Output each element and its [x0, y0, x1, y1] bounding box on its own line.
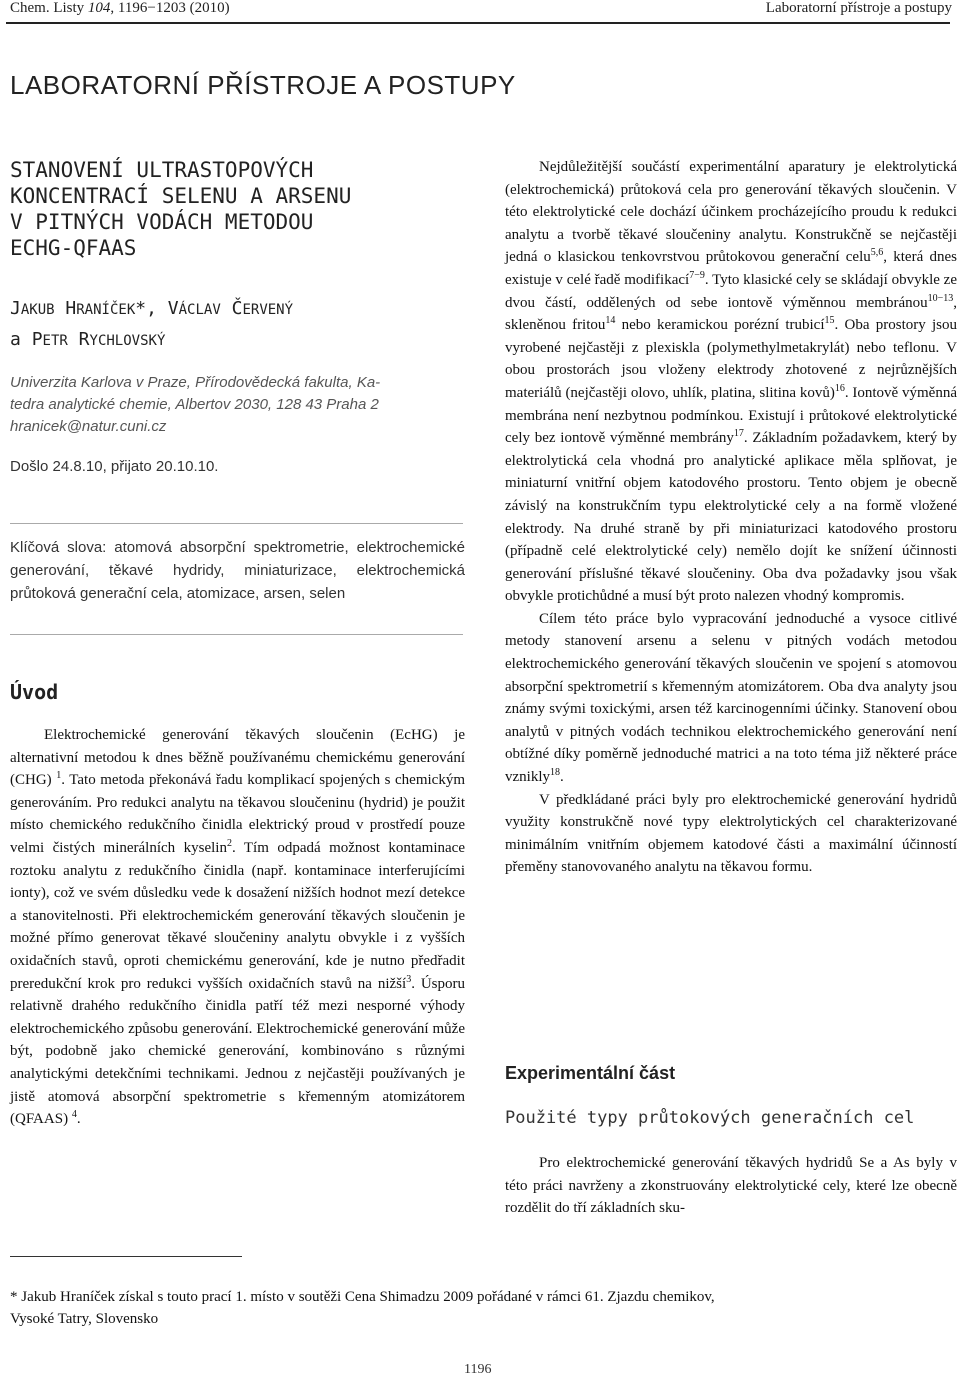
subsection-heading: Použité typy průtokových generačních cel [505, 1108, 915, 1128]
paragraph: Pro elektrochemické generování těkavých hydridů Se a As byly v této práci navrženy a zkonstruovány elektrolytické cely, které lze obecně rozdělit do tří základních sku- [505, 1155, 957, 1217]
authors [10, 294, 450, 356]
footnote: * Jakub Hraníček získal s touto prací 1. místo v soutěži Cena Shimadzu 2009 pořádané v rámci 61. Zjazdu chemikov, Vysoké Tatry, Slovensko [10, 1289, 715, 1327]
article-title [10, 157, 450, 261]
title-line: V PITNÝCH VODÁCH METODOU [10, 210, 314, 234]
title-line: ECHG-QFAAS [10, 236, 137, 260]
title-line: STANOVENÍ ULTRASTOPOVÝCH [10, 158, 314, 182]
paragraph: V předkládané práci byly pro elektrochemické generování hydridů využity konstrukčně nové typy elektrolytických cel charakterizované minimálním vnitřním objemem katodové části a maximální účinností přeměny stanovovaného analytu na těkavou formu. [505, 791, 957, 876]
intro-heading: Úvod [10, 680, 59, 704]
paragraph: Elektrochemické generování těkavých sloučenin (EcHG) je alternativní metodou k dnes běžně používanému chemickému generování (CHG) $^1$. Tato metoda překonává řadu komplikací spojených s chemickým generováním. Pro redukci analytu na těkavou sloučeninu (hydrid) je použit místo chemického redukčního činidla elektrický proud v prostředí pouze velmi čistých minerálních kyselin$^2$. Tím odpadá možnost kontaminace roztoku analytu z redukčního činidla (např. kontaminace interferujícími ionty), což ve svém důsledku vede k dosažení nižších hodnot mezí detekce a stanovitelnosti. Při elektrochemickém generování těkavých sloučenin je možné přímo generovat těkavé sloučeniny analytu obvykle i z vyšších oxidačních stavů, oproti chemickému generování, kde je nutno předřadit preredukční krok pro redukci vyšších oxidačních stavů na nižší$^3$. Úsporu relativně drahého redukčního činidla patří též mezi nesporné výhody elektrochemického způsobu generování. Elektrochemické generování může být, podobně jako chemické generování, kombinováno s různými analytickými detekčními technikami. Jednou z nejčastěji používaných je jistě atomová absorpční spektrometrie s křemenným atomizátorem (QFAAS) $^4$. [10, 727, 466, 1128]
paragraph: Nejdůležitější součástí experimentální aparatury je elektrolytická (elektrochemická) průtoková cela pro generování těkavých sloučenin. V této elektrolytické cele dochází účinkem procházejícího proudu k redukci analytu a tvorbě těkavé sloučeniny analytu. Konstrukčně se nejčastěji jedná o klasickou tenkovrstvou průtokovou generační celu$^{5,6}$, která dnes existuje v celé řadě modifikací$^{7-9}$. Tyto klasické cely se skládají obvykle ze dvou částí, oddělených od sebe iontově výměnnou membránou$^{10-13}$, skleněnou fritou$^{14}$ nebo keramickou porézní trubicí$^{15}$. Oba prostory jsou vyrobené nejčastěji z plexiskla (polymethylmetakrylát) nebo teflonu. V obou prostorách jsou vloženy elektrody zhotovené z nejrůznějších materiálů (nejčastěji olovo, uhlík, platina, slitina kovů)$^{16}$. Iontově výměnná membrána není nezbytnou podmínkou. Existují i průtokové elektrolytické cely bez iontově výměnné membrány$^{17}$. Základním požadavkem, který by elektrolytická cela vhodná pro analytické aplikace měla splňovat, je miniaturní vnitřní objem katodového prostoru. Tento objem je obecně závislý na konstrukčním typu elektrolytické cely a na formě vložené elektrody. Na druhé straně by při miniaturizaci katodového prostoru (případně celé elektrolytické cely) nemělo dojít ke snížení účinnosti generování příslušné těkavé sloučeniny. Oba dva požadavky jsou však obvykle protichůdné a musí být proto nalezen vhodný kompromis. [505, 159, 957, 605]
received-date: Došlo 24.8.10, přijato 20.10.10. [10, 458, 219, 475]
running-section: Laboratorní přístroje a postupy [765, 0, 952, 16]
journal-volume: 104 [87, 0, 111, 16]
author-line-1: JAKUB HRANÍČEK*, VÁCLAV ČERVENÝ [10, 298, 294, 319]
right-column-text [505, 156, 957, 879]
running-header [10, 0, 952, 20]
journal-citation: Chem. Listy 104, 1196−1203 (2010) [10, 0, 230, 16]
affiliation: Univerzita Karlova v Praze, Přírodovědecká fakulta, Ka- tedra analytické chemie, Albertov 2030, 128 43 Praha 2 hranicek@natur.cuni.cz [10, 372, 460, 438]
paragraph: Cílem této práce bylo vypracování jednoduché a vysoce citlivé metody stanovení arsenu a selenu v pitných vodách metodou elektrochemického generování těkavých sloučenin ve spojení s atomovou absorpční spektrometrií s křemenným atomizátorem. Oba dva analyty jsou známy svými toxickými, arsen též karcinogenními účinky. Stanovení obou analytů v pitných vodách technikou elektrochemického generování není obtížné díky poměrně jednoduché matrici a na toto téma již některé práce vznikly$^{18}$. [505, 610, 957, 786]
header-rule [6, 22, 950, 24]
section-title: LABORATORNÍ PŘÍSTROJE A POSTUPY [10, 70, 516, 100]
intro-text [10, 724, 465, 1131]
footnote-rule [10, 1256, 242, 1257]
author-line-2: a PETR RYCHLOVSKÝ [10, 329, 166, 350]
title-line: KONCENTRACÍ SELENU A ARSENU [10, 184, 352, 208]
email-link[interactable]: hranicek@natur.cuni.cz [10, 418, 167, 435]
experimental-text [505, 1152, 957, 1220]
keywords-rule-top [10, 523, 463, 524]
experimental-heading: Experimentální část [505, 1063, 676, 1083]
keywords: Klíčová slova: atomová absorpční spektrometrie, elektrochemické generování, těkavé hydridy, miniaturizace, elektrochemická průtoková generační cela, atomizace, arsen, selen [10, 539, 465, 602]
page-number: 1196 [464, 1362, 492, 1377]
keywords-rule-bottom [10, 634, 463, 635]
